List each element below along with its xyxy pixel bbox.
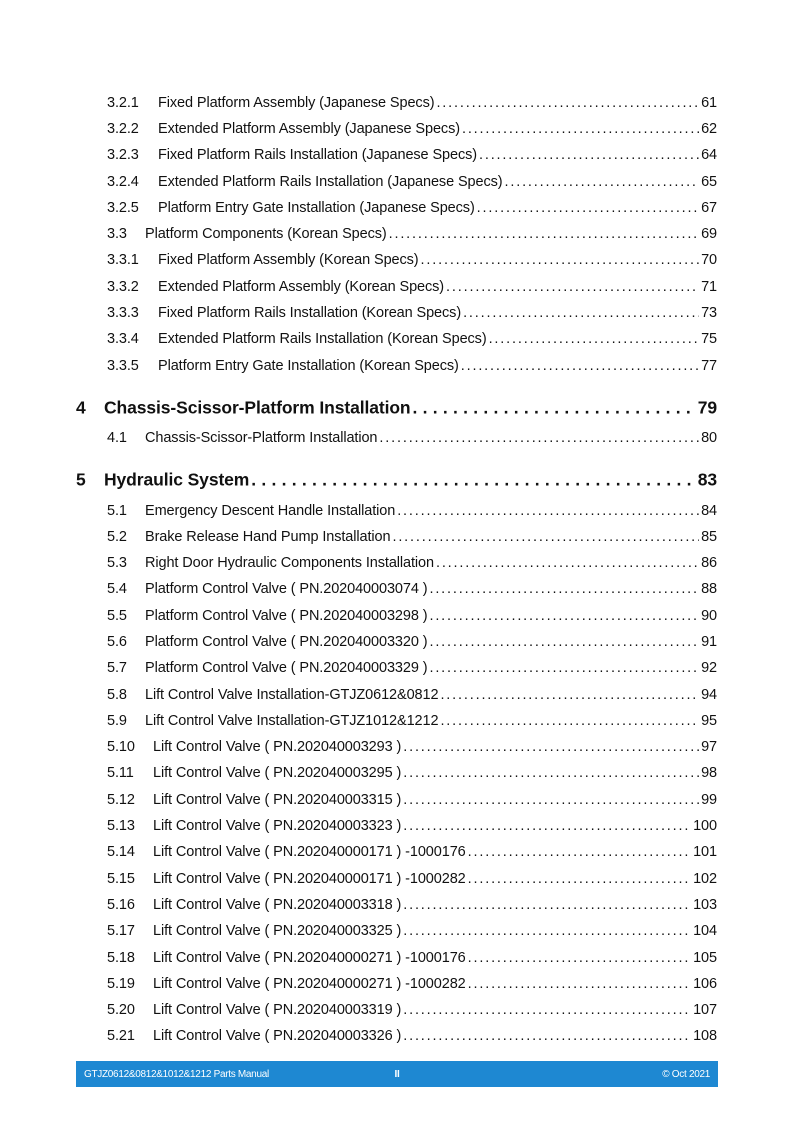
toc-entry[interactable] bbox=[0, 682, 793, 708]
toc-entry-page: 95 bbox=[701, 713, 717, 729]
toc-entry-body bbox=[153, 950, 717, 966]
footer-manual-title: GTJZ0612&0812&1012&1212 Parts Manual bbox=[84, 1068, 269, 1080]
toc-entry-title: Lift Control Valve ( PN.202040003295 ) bbox=[153, 765, 402, 781]
toc-entry-title: Lift Control Valve ( PN.202040000271 ) -1000176 bbox=[153, 950, 466, 966]
toc-entry-body bbox=[158, 200, 717, 216]
toc-dot-leader bbox=[468, 976, 691, 992]
toc-entry-body bbox=[158, 252, 717, 268]
toc-dot-leader bbox=[489, 331, 699, 347]
toc-entry-page: 100 bbox=[693, 818, 717, 834]
toc-entry[interactable] bbox=[0, 760, 793, 786]
toc-entry-title: Lift Control Valve ( PN.202040000271 ) -1000282 bbox=[153, 976, 466, 992]
toc-entry-number: 5.6 bbox=[107, 634, 127, 650]
toc-entry-number: 3.3.1 bbox=[107, 252, 139, 268]
toc-entry-page: 65 bbox=[701, 174, 717, 190]
toc-entry[interactable] bbox=[0, 866, 793, 892]
toc-dot-leader bbox=[403, 765, 699, 781]
toc-entry[interactable] bbox=[0, 274, 793, 300]
toc-entry-number: 5.20 bbox=[107, 1002, 135, 1018]
toc-entry[interactable] bbox=[0, 221, 793, 247]
toc-entry-body bbox=[153, 976, 717, 992]
toc-entry-page: 92 bbox=[701, 660, 717, 676]
toc-entry-body bbox=[158, 121, 717, 137]
toc-dot-leader bbox=[403, 1002, 691, 1018]
toc-entry-page: 85 bbox=[701, 529, 717, 545]
toc-entry[interactable] bbox=[0, 708, 793, 734]
toc-dot-leader bbox=[403, 739, 699, 755]
toc-entry[interactable] bbox=[0, 576, 793, 602]
toc-entry[interactable] bbox=[0, 918, 793, 944]
toc-entry[interactable] bbox=[0, 971, 793, 997]
footer-page-number: II bbox=[394, 1068, 400, 1080]
toc-entry-page: 108 bbox=[693, 1028, 717, 1044]
toc-entry-title: Platform Entry Gate Installation (Korean Specs) bbox=[158, 358, 459, 374]
toc-dot-leader bbox=[379, 430, 699, 446]
toc-entry-number: 5.13 bbox=[107, 818, 135, 834]
toc-entry-body bbox=[153, 792, 717, 808]
toc-entry-page: 61 bbox=[701, 95, 717, 111]
toc-entry-page: 105 bbox=[693, 950, 717, 966]
toc-entry[interactable] bbox=[0, 524, 793, 550]
toc-entry-page: 102 bbox=[693, 871, 717, 887]
toc-dot-leader bbox=[413, 398, 696, 419]
toc-dot-leader bbox=[436, 95, 699, 111]
toc-entry-body bbox=[158, 174, 717, 190]
toc-entry-body bbox=[145, 503, 717, 519]
toc-entry-number: 5.18 bbox=[107, 950, 135, 966]
toc-entry-body bbox=[145, 226, 717, 242]
toc-entry-page: 71 bbox=[701, 279, 717, 295]
toc-dot-leader bbox=[505, 174, 700, 190]
toc-entry-number: 3.3.5 bbox=[107, 358, 139, 374]
toc-dot-leader bbox=[461, 358, 699, 374]
toc-entry-body bbox=[153, 1028, 717, 1044]
toc-dot-leader bbox=[403, 818, 691, 834]
toc-entry-page: 101 bbox=[693, 844, 717, 860]
toc-entry-body bbox=[145, 581, 717, 597]
toc-entry-title: Hydraulic System bbox=[104, 469, 250, 490]
toc-entry-number: 5.12 bbox=[107, 792, 135, 808]
toc-entry-title: Extended Platform Rails Installation (Japanese Specs) bbox=[158, 174, 503, 190]
toc-entry-title: Lift Control Valve ( PN.202040003325 ) bbox=[153, 923, 402, 939]
toc-entry-number: 3.2.1 bbox=[107, 95, 139, 111]
toc-entry-body bbox=[145, 660, 717, 676]
toc-entry-page: 97 bbox=[701, 739, 717, 755]
toc-entry-number: 5.4 bbox=[107, 581, 127, 597]
toc-entry[interactable] bbox=[0, 655, 793, 681]
toc-entry-number: 3.3 bbox=[107, 226, 127, 242]
toc-entry-body bbox=[153, 897, 717, 913]
toc-entry-number: 4 bbox=[76, 397, 86, 418]
toc-dot-leader bbox=[479, 147, 699, 163]
toc-entry-body bbox=[145, 634, 717, 650]
toc-entry-title: Platform Control Valve ( PN.202040003298 ) bbox=[145, 608, 428, 624]
toc-entry-body bbox=[145, 430, 717, 446]
toc-dot-leader bbox=[421, 252, 700, 268]
toc-entry-title: Fixed Platform Rails Installation (Korean Specs) bbox=[158, 305, 462, 321]
toc-entry-number: 5.19 bbox=[107, 976, 135, 992]
toc-entry-number: 3.2.4 bbox=[107, 174, 139, 190]
toc-entry-page: 94 bbox=[701, 687, 717, 703]
toc-entry-body bbox=[145, 555, 717, 571]
toc-entry-number: 5.8 bbox=[107, 687, 127, 703]
toc-entry-title: Lift Control Valve ( PN.202040003326 ) bbox=[153, 1028, 402, 1044]
toc-entry-body bbox=[153, 844, 717, 860]
toc-entry-page: 99 bbox=[701, 792, 717, 808]
toc-entry-page: 64 bbox=[701, 147, 717, 163]
toc-entry[interactable] bbox=[0, 603, 793, 629]
toc-dot-leader bbox=[436, 555, 699, 571]
toc-entry[interactable] bbox=[0, 550, 793, 576]
toc-dot-leader bbox=[403, 1028, 691, 1044]
toc-entry-title: Fixed Platform Assembly (Japanese Specs) bbox=[158, 95, 435, 111]
toc-entry[interactable] bbox=[0, 787, 793, 813]
toc-entry-page: 104 bbox=[693, 923, 717, 939]
toc-dot-leader bbox=[429, 581, 699, 597]
toc-entry-page: 107 bbox=[693, 1002, 717, 1018]
toc-entry-body bbox=[158, 331, 717, 347]
toc-entry-page: 91 bbox=[701, 634, 717, 650]
toc-entry-number: 3.3.3 bbox=[107, 305, 139, 321]
toc-entry-title: Platform Control Valve ( PN.202040003329 ) bbox=[145, 660, 428, 676]
toc-entry-page: 86 bbox=[701, 555, 717, 571]
toc-entry-body bbox=[158, 95, 717, 111]
toc-dot-leader bbox=[468, 950, 691, 966]
toc-entry-title: Brake Release Hand Pump Installation bbox=[145, 529, 391, 545]
toc-entry-number: 3.2.2 bbox=[107, 121, 139, 137]
toc-dot-leader bbox=[477, 200, 699, 216]
toc-entry-number: 3.3.2 bbox=[107, 279, 139, 295]
toc-entry-body bbox=[153, 739, 717, 755]
toc-entry[interactable] bbox=[0, 425, 793, 451]
toc-dot-leader bbox=[446, 279, 699, 295]
toc-entry-number: 5.9 bbox=[107, 713, 127, 729]
toc-entry-body bbox=[153, 765, 717, 781]
toc-entry-title: Platform Control Valve ( PN.202040003320 ) bbox=[145, 634, 428, 650]
toc-entry[interactable] bbox=[0, 498, 793, 524]
toc-entry-number: 3.3.4 bbox=[107, 331, 139, 347]
toc-entry-title: Lift Control Valve ( PN.202040003319 ) bbox=[153, 1002, 402, 1018]
toc-dot-leader bbox=[389, 226, 699, 242]
toc-entry-number: 5.2 bbox=[107, 529, 127, 545]
footer-copyright: © Oct 2021 bbox=[662, 1068, 710, 1080]
toc-entry-title: Extended Platform Assembly (Japanese Specs) bbox=[158, 121, 460, 137]
toc-entry-title: Right Door Hydraulic Components Installation bbox=[145, 555, 434, 571]
toc-entry[interactable] bbox=[0, 997, 793, 1023]
toc-entry-title: Lift Control Valve Installation-GTJZ0612&0812 bbox=[145, 687, 439, 703]
toc-dot-leader bbox=[403, 897, 691, 913]
toc-entry-title: Chassis-Scissor-Platform Installation bbox=[104, 397, 411, 418]
toc-entry[interactable] bbox=[0, 1023, 793, 1049]
toc-entry-number: 5.5 bbox=[107, 608, 127, 624]
toc-entry-number: 5.11 bbox=[107, 765, 134, 781]
toc-entry-title: Lift Control Valve ( PN.202040003323 ) bbox=[153, 818, 402, 834]
toc-entry-number: 5.21 bbox=[107, 1028, 135, 1044]
toc-entry-page: 77 bbox=[701, 358, 717, 374]
toc-entry-number: 5 bbox=[76, 469, 86, 490]
toc-entry[interactable] bbox=[0, 892, 793, 918]
toc-entry-page: 79 bbox=[697, 397, 717, 418]
toc-entry-title: Platform Components (Korean Specs) bbox=[145, 226, 387, 242]
toc-entry-title: Lift Control Valve ( PN.202040003318 ) bbox=[153, 897, 402, 913]
toc-entry[interactable] bbox=[0, 116, 793, 142]
toc-entry-page: 62 bbox=[701, 121, 717, 137]
toc-entry-body bbox=[153, 871, 717, 887]
toc-entry[interactable] bbox=[0, 945, 793, 971]
toc-entry-body bbox=[145, 687, 717, 703]
toc-dot-leader bbox=[429, 660, 699, 676]
toc-entry-page: 103 bbox=[693, 897, 717, 913]
toc-entry-title: Fixed Platform Rails Installation (Japanese Specs) bbox=[158, 147, 477, 163]
toc-chapter-entry[interactable] bbox=[0, 465, 793, 495]
toc-entry-title: Platform Control Valve ( PN.202040003074 ) bbox=[145, 581, 428, 597]
toc-entry-body bbox=[158, 279, 717, 295]
toc-entry-body bbox=[145, 713, 717, 729]
toc-entry-title: Lift Control Valve ( PN.202040003293 ) bbox=[153, 739, 402, 755]
toc-entry-title: Lift Control Valve Installation-GTJZ1012&1212 bbox=[145, 713, 439, 729]
toc-entry[interactable] bbox=[0, 90, 793, 116]
toc-entry-number: 5.3 bbox=[107, 555, 127, 571]
toc-entry-number: 5.15 bbox=[107, 871, 135, 887]
toc-entry-page: 90 bbox=[701, 608, 717, 624]
toc-entry-title: Emergency Descent Handle Installation bbox=[145, 503, 396, 519]
toc-entry[interactable] bbox=[0, 195, 793, 221]
toc-entry[interactable] bbox=[0, 734, 793, 760]
toc-entry-title: Extended Platform Assembly (Korean Specs) bbox=[158, 279, 445, 295]
toc-entry-number: 5.1 bbox=[107, 503, 127, 519]
toc-entry[interactable] bbox=[0, 813, 793, 839]
toc-entry-number: 5.10 bbox=[107, 739, 135, 755]
toc-entry-number: 5.14 bbox=[107, 844, 135, 860]
toc-entry-body bbox=[158, 358, 717, 374]
toc-entry-body bbox=[145, 529, 717, 545]
toc-entry-page: 106 bbox=[693, 976, 717, 992]
toc-entry-title: Platform Entry Gate Installation (Japanese Specs) bbox=[158, 200, 475, 216]
toc-dot-leader bbox=[462, 121, 699, 137]
toc-entry-number: 3.2.3 bbox=[107, 147, 139, 163]
toc-entry-body bbox=[104, 470, 717, 491]
toc-entry-page: 75 bbox=[701, 331, 717, 347]
toc-entry-page: 73 bbox=[701, 305, 717, 321]
toc-dot-leader bbox=[251, 470, 695, 491]
toc-entry[interactable] bbox=[0, 353, 793, 379]
toc-entry-body bbox=[153, 818, 717, 834]
page-footer bbox=[76, 1061, 718, 1087]
toc-dot-leader bbox=[397, 503, 699, 519]
toc-dot-leader bbox=[403, 923, 691, 939]
toc-dot-leader bbox=[468, 844, 691, 860]
toc-entry-title: Lift Control Valve ( PN.202040003315 ) bbox=[153, 792, 402, 808]
toc-entry[interactable] bbox=[0, 629, 793, 655]
toc-dot-leader bbox=[429, 634, 699, 650]
toc-entry-title: Lift Control Valve ( PN.202040000171 ) -1000176 bbox=[153, 844, 466, 860]
toc-entry-number: 5.7 bbox=[107, 660, 127, 676]
toc-entry-page: 67 bbox=[701, 200, 717, 216]
toc-entry-page: 84 bbox=[701, 503, 717, 519]
toc-entry-page: 83 bbox=[697, 469, 717, 490]
toc-dot-leader bbox=[440, 687, 699, 703]
toc-entry[interactable] bbox=[0, 300, 793, 326]
toc-chapter-entry[interactable] bbox=[0, 393, 793, 423]
toc-entry-body bbox=[153, 923, 717, 939]
toc-entry-body bbox=[104, 398, 717, 419]
toc-dot-leader bbox=[463, 305, 699, 321]
toc-entry-number: 3.2.5 bbox=[107, 200, 139, 216]
toc-entry[interactable] bbox=[0, 839, 793, 865]
toc-entry-number: 5.17 bbox=[107, 923, 135, 939]
toc-entry[interactable] bbox=[0, 247, 793, 273]
toc-entry-page: 80 bbox=[701, 430, 717, 446]
toc-entry-page: 88 bbox=[701, 581, 717, 597]
toc-entry-page: 98 bbox=[701, 765, 717, 781]
toc-entry-page: 69 bbox=[701, 226, 717, 242]
toc-entry-title: Lift Control Valve ( PN.202040000171 ) -1000282 bbox=[153, 871, 466, 887]
toc-entry[interactable] bbox=[0, 142, 793, 168]
toc-entry-body bbox=[158, 147, 717, 163]
toc-entry[interactable] bbox=[0, 169, 793, 195]
toc-entry-number: 4.1 bbox=[107, 430, 127, 446]
toc-dot-leader bbox=[403, 792, 699, 808]
toc-entry[interactable] bbox=[0, 326, 793, 352]
toc-entry-number: 5.16 bbox=[107, 897, 135, 913]
toc-entry-title: Fixed Platform Assembly (Korean Specs) bbox=[158, 252, 419, 268]
toc-entry-title: Chassis-Scissor-Platform Installation bbox=[145, 430, 378, 446]
toc-entry-title: Extended Platform Rails Installation (Korean Specs) bbox=[158, 331, 487, 347]
toc-entry-page: 70 bbox=[701, 252, 717, 268]
toc-dot-leader bbox=[429, 608, 699, 624]
toc-entry-body bbox=[153, 1002, 717, 1018]
toc-dot-leader bbox=[440, 713, 699, 729]
toc-entry-body bbox=[158, 305, 717, 321]
toc-dot-leader bbox=[468, 871, 691, 887]
toc-entry-body bbox=[145, 608, 717, 624]
toc-dot-leader bbox=[392, 529, 699, 545]
